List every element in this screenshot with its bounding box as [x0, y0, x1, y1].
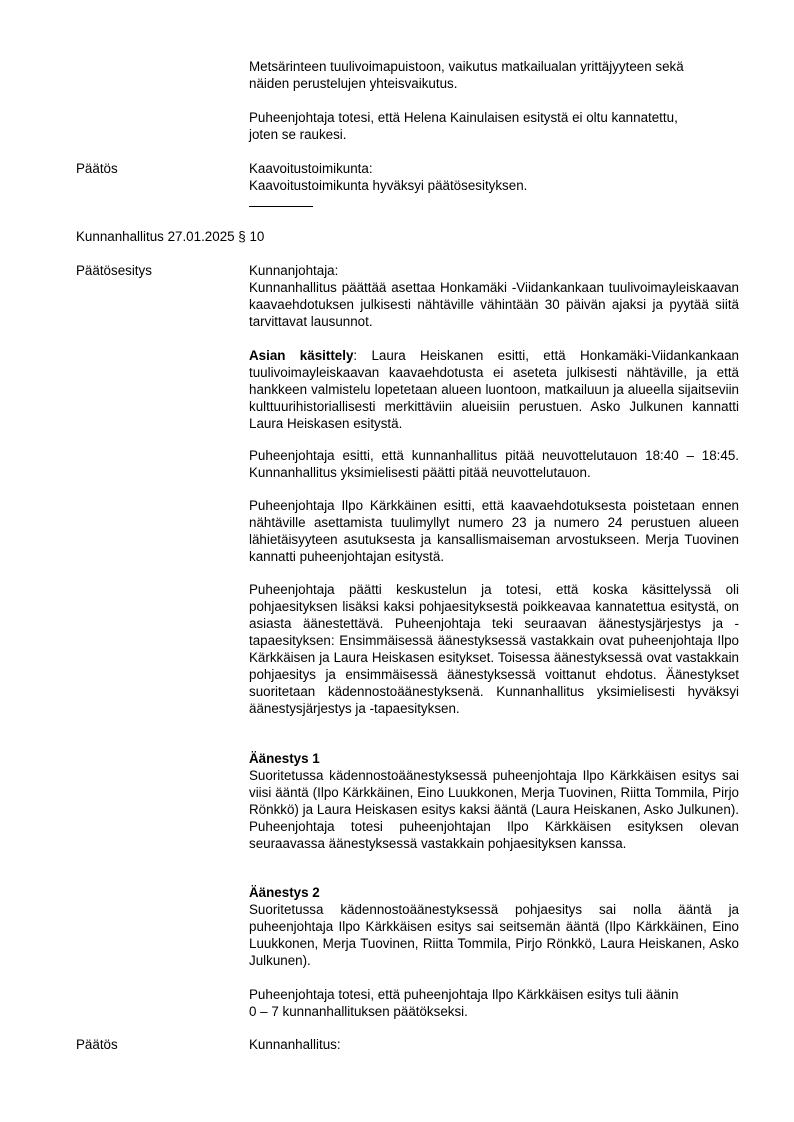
decision-label: Päätös — [76, 161, 118, 176]
text-line: Kaavoitustoimikunta hyväksyi päätösesityksen. — [249, 178, 528, 193]
proposal-paragraph: Kunnanjohtaja: Kunnanhallitus päättää asettaa Honkamäki -Viidankankaan tuulivoimayleiskaavan kaavaehdotuksen julkisesti nähtäville vähintään 30 päivän ajaksi ja pyytää siitä tarvittavat lausunnot. — [249, 263, 739, 329]
proposal-label: Päätösesitys — [76, 263, 152, 278]
text-line: Puheenjohtaja totesi, että puheenjohtaja Ilpo Kärkkäisen esitys tuli äänin — [249, 987, 679, 1002]
vote-2-heading: Äänestys 2 — [249, 885, 320, 900]
decision-label: Päätös — [76, 1037, 118, 1052]
chair-statement-paragraph — [249, 109, 739, 143]
handling-paragraph — [249, 347, 739, 432]
text-line: joten se raukesi. — [249, 127, 347, 142]
chair-proposal-paragraph: Puheenjohtaja Ilpo Kärkkäinen esitti, että kaavaehdotuksesta poistetaan ennen nähtäville asettamista tuulimyllyt numero 23 ja numero 24 perustuen alueen lähietäisyyteen asutuksesta ja kansallismaiseman arvostukseen. Merja Tuovinen kannatti puheenjohtajan esitystä. — [249, 498, 739, 564]
decision-text: Kunnanhallitus: — [249, 1037, 341, 1052]
handling-heading: Asian käsittely — [249, 348, 354, 363]
text-line: näiden perustelujen yhteisvaikutus. — [249, 76, 458, 91]
text-line: Puheenjohtaja totesi, että Helena Kainulaisen esitystä ei oltu kannatettu, — [249, 110, 678, 125]
vote-1-heading: Äänestys 1 — [249, 751, 320, 766]
vote-1-section — [249, 750, 739, 852]
final-result-paragraph — [249, 986, 739, 1020]
vote-1-text: Suoritetussa kädennostoäänestyksessä puheenjohtaja Ilpo Kärkkäisen esitys sai viisi ääntä (Ilpo Kärkkäinen, Eino Luukkonen, Merja Tuovinen, Riitta Tommila, Pirjo Rönkkö) ja Laura Heiskasen esitys kaksi ääntä (Laura Heiskanen, Asko Julkunen). Puheenjohtaja totesi puheenjohtajan Ilpo Kärkkäisen esityksen olevan seuraavassa äänestyksessä vastakkain pohjaesityksen kanssa. — [249, 768, 739, 851]
separator-line — [249, 206, 313, 207]
vote-2-text: Suoritetussa kädennostoäänestyksessä pohjaesitys sai nolla ääntä ja puheenjohtaja Ilpo Kärkkäisen esitys sai seitsemän ääntä (Ilpo Kärkkäinen, Eino Luukkonen, Merja Tuovinen, Riitta Tommila, Pirjo Rönkkö, Laura Heiskanen, Asko Julkunen). — [249, 902, 739, 968]
decision-text — [249, 160, 739, 194]
text-line: 0 – 7 kunnanhallituksen päätökseksi. — [249, 1004, 468, 1019]
meeting-header: Kunnanhallitus 27.01.2025 § 10 — [76, 229, 265, 244]
text-line: Metsärinteen tuulivoimapuistoon, vaikutus matkailualan yrittäjyyteen sekä — [249, 59, 684, 74]
voting-order-paragraph: Puheenjohtaja päätti keskustelun ja totesi, että koska käsittelyssä oli pohjaesityksen lisäksi kaksi pohjaesityksestä poikkeavaa kannatettua esitystä, on asiasta äänestettävä. Puheenjohtaja teki seuraavan äänestysjärjestys ja -tapaesityksen: Ensimmäisessä äänestyksessä vastakkain ovat puheenjohtaja Ilpo Kärkkäisen ja Laura Heiskasen esitykset. Toisessa äänestyksessä ovat vastakkain pohjaesitys ja ensimmäisessä äänestyksessä voittanut ehdotus. Äänestykset suoritetaan kädennostoäänestyksenä. Kunnanhallitus yksimielisesti hyväksyi äänestysjärjestys ja -tapaesityksen. — [249, 582, 739, 716]
text-line: Kaavoitustoimikunta: — [249, 161, 373, 176]
vote-2-section — [249, 884, 739, 969]
break-paragraph: Puheenjohtaja esitti, että kunnanhallitus pitää neuvottelutauon 18:40 – 18:45. Kunnanhallitus yksimielisesti päätti pitää neuvottelutauon. — [249, 448, 739, 480]
handling-text: : Laura Heiskanen esitti, että Honkamäki-Viidankankaan tuulivoimayleiskaavan kaavaehdotusta ei aseteta julkisesti nähtäville, ja että hankkeen valmistelu lopetetaan alueen luontoon, matkailuun ja alueella sijaitseviin kulttuurihistoriallisesti merkittäviin alueisiin perustuen. Asko Julkunen kannatti Laura Heiskasen esitystä. — [249, 348, 739, 431]
intro-paragraph — [249, 58, 739, 92]
